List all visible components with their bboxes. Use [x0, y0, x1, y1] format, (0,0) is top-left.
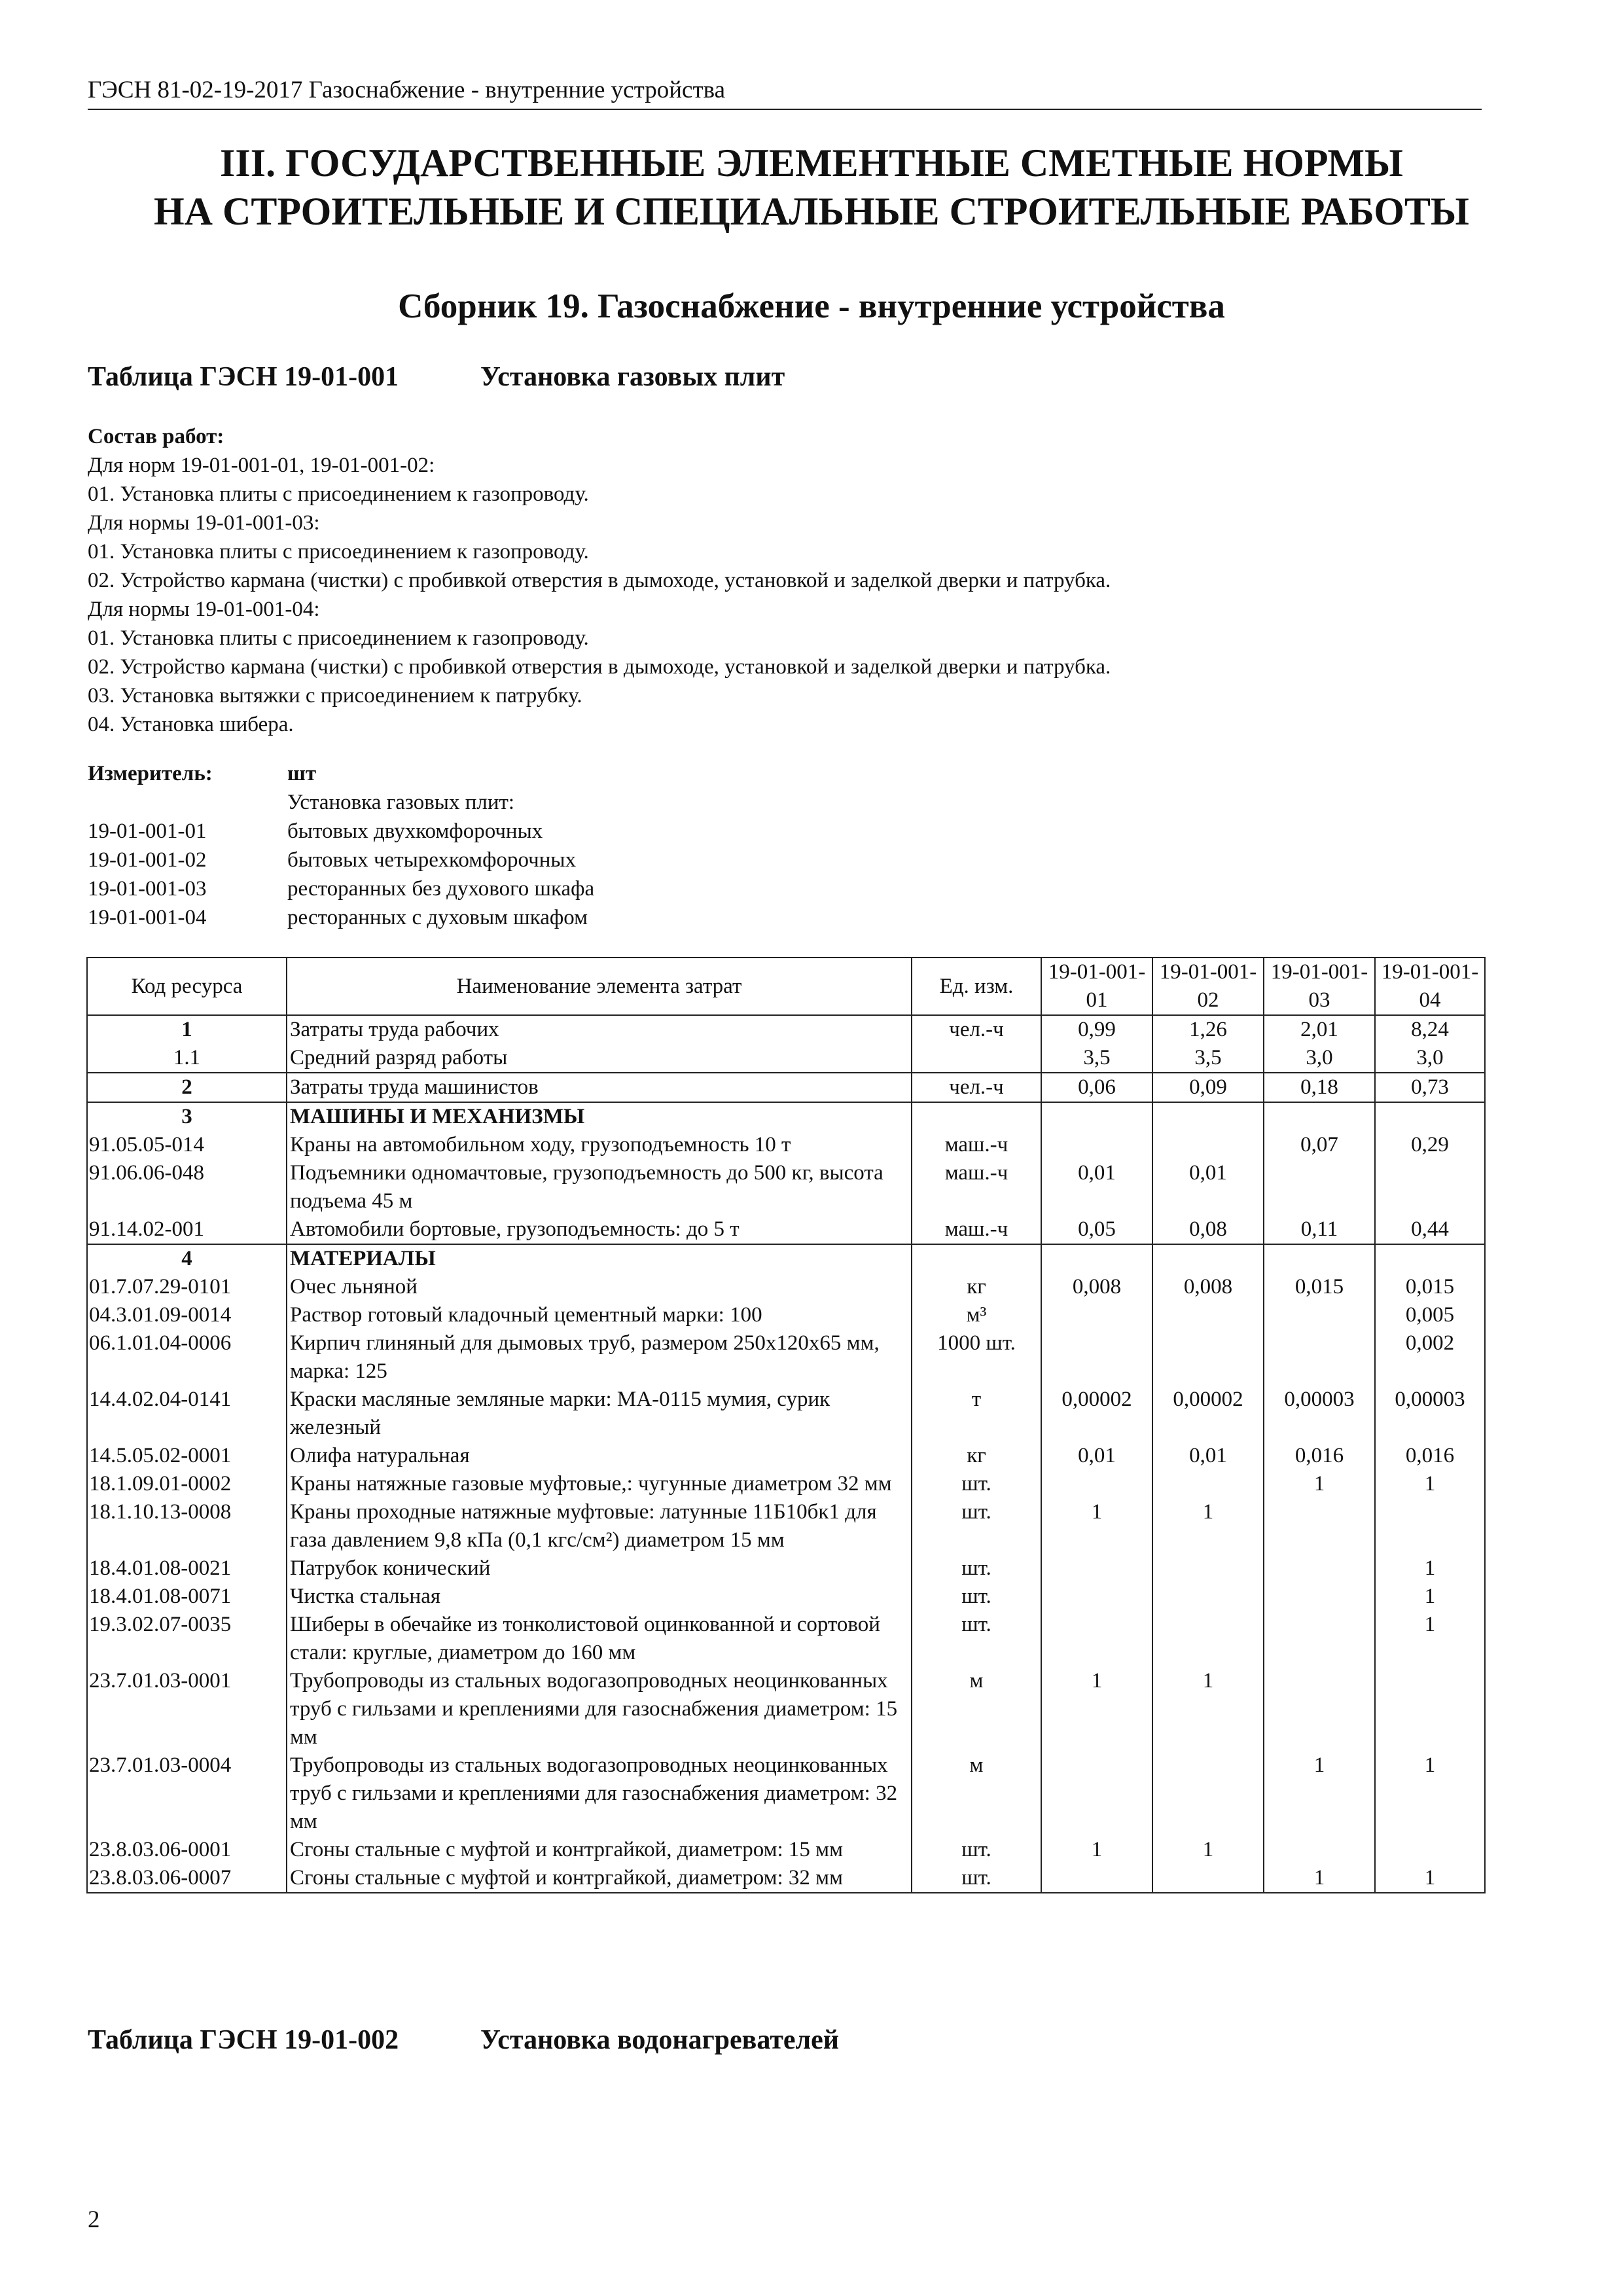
table-row: [87, 1751, 1485, 1836]
cell-value: [1264, 1611, 1375, 1667]
cell-unit: [912, 1244, 1041, 1273]
table-row: [87, 1498, 1485, 1554]
cell-value: [1152, 1102, 1264, 1131]
cell-name: Средний разряд работы: [287, 1044, 912, 1073]
table-row: [87, 1583, 1485, 1611]
cell-code: 14.4.02.04-0141: [87, 1386, 287, 1442]
cell-value: [1375, 1102, 1485, 1131]
cell-value: [1264, 1244, 1375, 1273]
composition-line: 01. Установка плиты с присоединением к газопроводу.: [88, 626, 589, 650]
running-header: ГЭСН 81-02-19-2017 Газоснабжение - внутренние устройства: [88, 76, 1482, 110]
cell-code: 18.1.10.13-0008: [87, 1498, 287, 1554]
cell-value: 0,01: [1152, 1442, 1264, 1470]
collection-title: Сборник 19. Газоснабжение - внутренние устройства: [398, 287, 1225, 325]
cell-value: [1041, 1102, 1152, 1131]
table-number: Таблица ГЭСН 19-01-002: [88, 2025, 399, 2055]
cell-value: 0,44: [1375, 1215, 1485, 1244]
composition-line: Для нормы 19-01-001-04:: [88, 598, 320, 621]
cell-value: [1152, 1301, 1264, 1329]
table-heading-002: [88, 2023, 839, 2057]
cell-value: 0,008: [1152, 1273, 1264, 1301]
measure-item: [88, 817, 594, 846]
measure-item-text: бытовых двухкомфорочных: [287, 819, 543, 843]
cell-value: 3,0: [1264, 1044, 1375, 1073]
composition-line: 01. Установка плиты с присоединением к газопроводу.: [88, 540, 589, 564]
cell-value: 2,01: [1264, 1015, 1375, 1044]
cell-value: 0,01: [1041, 1159, 1152, 1215]
cell-value: [1041, 1329, 1152, 1386]
measure-item: [88, 846, 594, 874]
cell-value: 0,002: [1375, 1329, 1485, 1386]
cell-value: 0,08: [1152, 1215, 1264, 1244]
cell-value: 0,00002: [1041, 1386, 1152, 1442]
cell-value: 0,29: [1375, 1131, 1485, 1159]
cell-unit: т: [912, 1386, 1041, 1442]
table-row: [87, 1611, 1485, 1667]
measure-item-code: 19-01-001-02: [88, 848, 207, 872]
cell-value: 1: [1152, 1667, 1264, 1751]
measure-item-text: ресторанных без духового шкафа: [287, 877, 595, 901]
table-row: [87, 1864, 1485, 1893]
cell-code: 18.1.09.01-0002: [87, 1470, 287, 1498]
cell-code: 18.4.01.08-0021: [87, 1554, 287, 1583]
table-row: [87, 1073, 1485, 1102]
cell-value: 0,016: [1375, 1442, 1485, 1470]
cell-value: 0,00002: [1152, 1386, 1264, 1442]
cell-unit: [912, 1102, 1041, 1131]
cell-value: 1: [1264, 1751, 1375, 1836]
cell-value: [1152, 1611, 1264, 1667]
cell-name: Сгоны стальные с муфтой и контргайкой, диаметром: 32 мм: [287, 1864, 912, 1893]
cell-value: 1: [1041, 1667, 1152, 1751]
measure-items: [88, 817, 594, 932]
table-number: Таблица ГЭСН 19-01-001: [88, 362, 399, 392]
cell-value: [1152, 1864, 1264, 1893]
cell-name: Краны на автомобильном ходу, грузоподъемность 10 т: [287, 1131, 912, 1159]
cell-value: [1152, 1470, 1264, 1498]
cell-name: Трубопроводы из стальных водогазопроводных неоцинкованных труб с гильзами и креплениями для газоснабжения диаметром: 15 мм: [287, 1667, 912, 1751]
cell-name: Шиберы в обечайке из тонколистовой оцинкованной и сортовой стали: круглые, диаметром до 160 мм: [287, 1611, 912, 1667]
cell-unit: шт.: [912, 1864, 1041, 1893]
measure-label: Измеритель:: [88, 762, 213, 785]
cell-value: [1152, 1329, 1264, 1386]
cell-unit: шт.: [912, 1470, 1041, 1498]
composition-line: Для нормы 19-01-001-03:: [88, 511, 320, 535]
cell-value: 1: [1264, 1864, 1375, 1893]
cell-value: 0,11: [1264, 1215, 1375, 1244]
measure-block: [88, 759, 594, 932]
page-number: 2: [88, 2206, 100, 2233]
cell-name: Автомобили бортовые, грузоподъемность: до 5 т: [287, 1215, 912, 1244]
cell-value: [1152, 1751, 1264, 1836]
col-header-norm-4: 19-01-001-04: [1375, 958, 1485, 1015]
table-row: [87, 1329, 1485, 1386]
cell-value: [1041, 1751, 1152, 1836]
cell-unit: шт.: [912, 1611, 1041, 1667]
cell-name: Затраты труда рабочих: [287, 1015, 912, 1044]
composition-line: Для норм 19-01-001-01, 19-01-001-02:: [88, 454, 435, 477]
cell-value: [1264, 1554, 1375, 1583]
cell-value: [1375, 1244, 1485, 1273]
cell-value: [1152, 1583, 1264, 1611]
cell-code: 01.7.07.29-0101: [87, 1273, 287, 1301]
composition-line: 04. Установка шибера.: [88, 713, 294, 736]
cell-name: Подъемники одномачтовые, грузоподъемность до 500 кг, высота подъема 45 м: [287, 1159, 912, 1215]
col-header-unit: Ед. изм.: [912, 958, 1041, 1015]
table-row: [87, 1442, 1485, 1470]
cell-value: 0,18: [1264, 1073, 1375, 1102]
cell-value: 1: [1375, 1554, 1485, 1583]
measure-item: [88, 874, 594, 903]
cell-unit: [912, 1044, 1041, 1073]
cell-value: [1264, 1301, 1375, 1329]
cell-unit: шт.: [912, 1836, 1041, 1864]
cell-value: 1: [1152, 1498, 1264, 1554]
cell-name: Сгоны стальные с муфтой и контргайкой, диаметром: 15 мм: [287, 1836, 912, 1864]
table-row: [87, 1215, 1485, 1244]
cell-value: [1264, 1583, 1375, 1611]
cell-value: 1: [1264, 1470, 1375, 1498]
cell-name: МАШИНЫ И МЕХАНИЗМЫ: [287, 1102, 912, 1131]
cell-value: 1: [1375, 1751, 1485, 1836]
col-header-name: Наименование элемента затрат: [287, 958, 912, 1015]
composition-line: 03. Установка вытяжки с присоединением к патрубку.: [88, 684, 582, 708]
measure-item-code: 19-01-001-03: [88, 877, 207, 901]
cell-unit: маш.-ч: [912, 1215, 1041, 1244]
cell-unit: кг: [912, 1442, 1041, 1470]
table-row: [87, 1102, 1485, 1131]
cell-code: 19.3.02.07-0035: [87, 1611, 287, 1667]
cell-code: 2: [87, 1073, 287, 1102]
table-row: [87, 1301, 1485, 1329]
cell-value: 0,008: [1041, 1273, 1152, 1301]
cell-unit: чел.-ч: [912, 1015, 1041, 1044]
cell-unit: маш.-ч: [912, 1159, 1041, 1215]
table-row: [87, 1836, 1485, 1864]
cell-code: 3: [87, 1102, 287, 1131]
cell-value: [1152, 1244, 1264, 1273]
table-row: [87, 1554, 1485, 1583]
cell-value: 8,24: [1375, 1015, 1485, 1044]
cell-name: Раствор готовый кладочный цементный марки: 100: [287, 1301, 912, 1329]
table-header-row: [87, 958, 1485, 1015]
cell-code: 1: [87, 1015, 287, 1044]
cell-unit: м: [912, 1751, 1041, 1836]
cell-value: 1: [1041, 1498, 1152, 1554]
table-row: [87, 1244, 1485, 1273]
cell-value: [1375, 1498, 1485, 1554]
cell-unit: маш.-ч: [912, 1131, 1041, 1159]
cell-name: Чистка стальная: [287, 1583, 912, 1611]
cell-unit: м: [912, 1667, 1041, 1751]
cell-code: 1.1: [87, 1044, 287, 1073]
cell-value: 0,00003: [1375, 1386, 1485, 1442]
cell-name: Краски масляные земляные марки: МА-0115 мумия, сурик железный: [287, 1386, 912, 1442]
col-header-code: Код ресурса: [87, 958, 287, 1015]
cell-value: [1041, 1611, 1152, 1667]
resource-table: [86, 957, 1486, 1893]
cell-code: 4: [87, 1244, 287, 1273]
cell-value: 0,09: [1152, 1073, 1264, 1102]
measure-item-text: ресторанных с духовым шкафом: [287, 906, 588, 929]
measure-unit: шт: [287, 762, 317, 785]
table-body: [87, 1015, 1485, 1893]
cell-code: 06.1.01.04-0006: [87, 1329, 287, 1386]
cell-value: 0,06: [1041, 1073, 1152, 1102]
col-header-norm-1: 19-01-001-01: [1041, 958, 1152, 1015]
cell-value: 0,07: [1264, 1131, 1375, 1159]
table-row: [87, 1015, 1485, 1044]
col-header-norm-2: 19-01-001-02: [1152, 958, 1264, 1015]
cell-value: 0,005: [1375, 1301, 1485, 1329]
cell-value: [1041, 1554, 1152, 1583]
cell-code: 18.4.01.08-0071: [87, 1583, 287, 1611]
cell-value: [1264, 1667, 1375, 1751]
cell-unit: шт.: [912, 1498, 1041, 1554]
cell-name: Олифа натуральная: [287, 1442, 912, 1470]
table-name: Установка водонагревателей: [480, 2025, 839, 2055]
cell-code: 04.3.01.09-0014: [87, 1301, 287, 1329]
cell-name: МАТЕРИАЛЫ: [287, 1244, 912, 1273]
cell-value: 0,05: [1041, 1215, 1152, 1244]
cell-code: 23.7.01.03-0004: [87, 1751, 287, 1836]
table-row: [87, 1386, 1485, 1442]
cell-value: 1: [1152, 1836, 1264, 1864]
section-title-line1: III. ГОСУДАРСТВЕННЫЕ ЭЛЕМЕНТНЫЕ СМЕТНЫЕ НОРМЫ: [220, 141, 1403, 185]
cell-value: 3,5: [1152, 1044, 1264, 1073]
cell-value: [1041, 1301, 1152, 1329]
cell-value: 0,73: [1375, 1073, 1485, 1102]
cell-value: 3,0: [1375, 1044, 1485, 1073]
cell-code: 23.7.01.03-0001: [87, 1667, 287, 1751]
cell-name: Краны проходные натяжные муфтовые: латунные 11Б10бк1 для газа давлением 9,8 кПа (0,1 кгс/см²) диаметром 15 мм: [287, 1498, 912, 1554]
cell-value: [1375, 1159, 1485, 1215]
composition-line: 02. Устройство кармана (чистки) с пробивкой отверстия в дымоходе, установкой и заделкой дверки и патрубка.: [88, 655, 1111, 679]
table-row: [87, 1131, 1485, 1159]
cell-code: 91.05.05-014: [87, 1131, 287, 1159]
cell-unit: 1000 шт.: [912, 1329, 1041, 1386]
cell-unit: чел.-ч: [912, 1073, 1041, 1102]
table-row: [87, 1159, 1485, 1215]
composition-heading: Состав работ:: [88, 425, 224, 448]
cell-value: 1: [1375, 1864, 1485, 1893]
work-composition: [88, 422, 1111, 739]
cell-name: Кирпич глиняный для дымовых труб, размером 250х120х65 мм, марка: 125: [287, 1329, 912, 1386]
cell-name: Краны натяжные газовые муфтовые,: чугунные диаметром 32 мм: [287, 1470, 912, 1498]
cell-name: Трубопроводы из стальных водогазопроводных неоцинкованных труб с гильзами и креплениями для газоснабжения диаметром: 32 мм: [287, 1751, 912, 1836]
cell-unit: кг: [912, 1273, 1041, 1301]
cell-name: Затраты труда машинистов: [287, 1073, 912, 1102]
col-header-norm-3: 19-01-001-03: [1264, 958, 1375, 1015]
cell-value: [1375, 1836, 1485, 1864]
cell-value: [1152, 1554, 1264, 1583]
measure-caption: Установка газовых плит:: [287, 791, 515, 814]
cell-value: 1: [1375, 1611, 1485, 1667]
table-heading-001: [88, 360, 785, 394]
table-row: [87, 1667, 1485, 1751]
cell-value: 0,01: [1041, 1442, 1152, 1470]
cell-value: 0,00003: [1264, 1386, 1375, 1442]
cell-value: [1041, 1470, 1152, 1498]
cell-value: 1: [1375, 1470, 1485, 1498]
cell-value: [1264, 1329, 1375, 1386]
composition-line: 01. Установка плиты с присоединением к газопроводу.: [88, 482, 589, 506]
cell-unit: шт.: [912, 1583, 1041, 1611]
cell-name: Патрубок конический: [287, 1554, 912, 1583]
cell-code: 23.8.03.06-0001: [87, 1836, 287, 1864]
cell-value: [1264, 1836, 1375, 1864]
cell-value: [1375, 1667, 1485, 1751]
measure-item-text: бытовых четырехкомфорочных: [287, 848, 577, 872]
measure-item-code: 19-01-001-04: [88, 906, 207, 929]
cell-value: [1041, 1864, 1152, 1893]
cell-value: 1,26: [1152, 1015, 1264, 1044]
cell-value: 0,99: [1041, 1015, 1152, 1044]
table-row: [87, 1470, 1485, 1498]
measure-item: [88, 903, 594, 932]
cell-unit: м³: [912, 1301, 1041, 1329]
cell-code: 91.14.02-001: [87, 1215, 287, 1244]
table-row: [87, 1044, 1485, 1073]
table-row: [87, 1273, 1485, 1301]
measure-item-code: 19-01-001-01: [88, 819, 207, 843]
cell-value: 3,5: [1041, 1044, 1152, 1073]
cell-name: Очес льняной: [287, 1273, 912, 1301]
cell-value: [1264, 1102, 1375, 1131]
cell-value: 1: [1375, 1583, 1485, 1611]
cell-value: [1041, 1244, 1152, 1273]
cell-value: 0,016: [1264, 1442, 1375, 1470]
cell-value: [1264, 1159, 1375, 1215]
cell-value: [1041, 1131, 1152, 1159]
cell-code: 14.5.05.02-0001: [87, 1442, 287, 1470]
cell-unit: шт.: [912, 1554, 1041, 1583]
cell-value: 1: [1041, 1836, 1152, 1864]
cell-code: 23.8.03.06-0007: [87, 1864, 287, 1893]
cell-value: [1152, 1131, 1264, 1159]
section-title-line2: НА СТРОИТЕЛЬНЫЕ И СПЕЦИАЛЬНЫЕ СТРОИТЕЛЬНЫЕ РАБОТЫ: [154, 190, 1469, 233]
cell-code: 91.06.06-048: [87, 1159, 287, 1215]
composition-lines: [88, 451, 1111, 739]
cell-value: [1041, 1583, 1152, 1611]
table-name: Установка газовых плит: [480, 362, 785, 392]
cell-value: 0,01: [1152, 1159, 1264, 1215]
cell-value: [1264, 1498, 1375, 1554]
cell-value: 0,015: [1264, 1273, 1375, 1301]
composition-line: 02. Устройство кармана (чистки) с пробивкой отверстия в дымоходе, установкой и заделкой дверки и патрубка.: [88, 569, 1111, 592]
cell-value: 0,015: [1375, 1273, 1485, 1301]
